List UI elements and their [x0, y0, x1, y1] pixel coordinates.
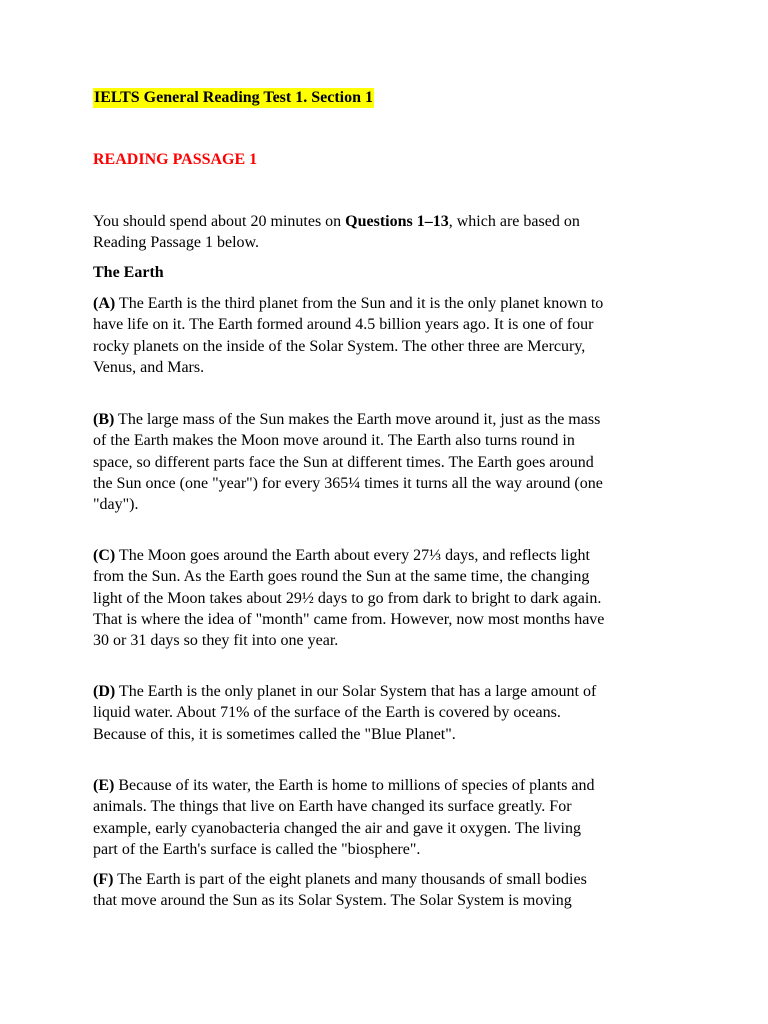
paragraph-line [93, 293, 683, 314]
paragraph-line: rocky planets on the inside of the Solar System. The other three are Mercury, [93, 337, 586, 355]
paragraph-line: space, so different parts face the Sun at different times. The Earth goes around [93, 453, 594, 471]
paragraph-line [93, 409, 683, 430]
paragraph-text: Because of its water, the Earth is home to millions of species of plants and [114, 777, 595, 794]
paragraph-letter: (C) [93, 547, 116, 564]
paragraph-line: light of the Moon takes about 29½ days to go from dark to bright to dark again. [93, 589, 602, 607]
paragraph-line: "day"). [93, 496, 139, 514]
test-title: IELTS General Reading Test 1. Section 1 [94, 89, 374, 106]
instructions-line-1 [93, 211, 683, 232]
paragraph-f [93, 869, 683, 912]
paragraph-letter: (D) [93, 683, 116, 700]
paragraph-line: Because of this, it is sometimes called the "Blue Planet". [93, 725, 456, 743]
paragraph-line: animals. The things that live on Earth have changed its surface greatly. For [93, 798, 572, 816]
paragraph-line: That is where the idea of "month" came from. However, now most months have [93, 610, 605, 628]
paragraph-letter: (A) [93, 295, 116, 312]
paragraph-line [93, 545, 683, 566]
instructions [93, 211, 683, 254]
paragraph-line: Venus, and Mars. [93, 358, 205, 376]
paragraph-line: liquid water. About 71% of the surface of the Earth is covered by oceans. [93, 704, 561, 722]
paragraph-text: The Earth is the only planet in our Solar System that has a large amount of [115, 683, 597, 700]
article-title: The Earth [93, 264, 164, 281]
paragraph-line: that move around the Sun as its Solar System. The Solar System is moving [93, 892, 572, 910]
paragraph-letter: (F) [93, 871, 114, 888]
paragraph-line: part of the Earth's surface is called the "biosphere". [93, 840, 421, 858]
paragraph-line: the Sun once (one "year") for every 365¼ times it turns all the way around (one [93, 474, 603, 492]
paragraph-line: have life on it. The Earth formed around 4.5 billion years ago. It is one of four [93, 316, 594, 334]
paragraph-line [93, 775, 683, 796]
paragraph-line [93, 681, 683, 702]
instructions-text-start: You should spend about 20 minutes on [93, 213, 346, 230]
paragraph-line: from the Sun. As the Earth goes round the Sun at the same time, the changing [93, 568, 590, 586]
paragraph-d [93, 681, 683, 745]
paragraph-c [93, 545, 683, 651]
paragraph-a [93, 293, 683, 378]
paragraph-line: example, early cyanobacteria changed the air and gave it oxygen. The living [93, 819, 581, 837]
paragraph-b [93, 409, 683, 515]
paragraph-letter: (B) [93, 411, 115, 428]
instructions-line-2: Reading Passage 1 below. [93, 234, 260, 252]
paragraph-e [93, 775, 683, 860]
questions-range: Questions 1–13 [345, 213, 449, 230]
paragraph-line [93, 869, 683, 890]
paragraph-text: The Earth is part of the eight planets and many thousands of small bodies [113, 871, 587, 888]
paragraph-line: 30 or 31 days so they fit into one year. [93, 632, 339, 650]
paragraph-text: The Moon goes around the Earth about every 27⅓ days, and reflects light [115, 547, 590, 564]
paragraph-line: of the Earth makes the Moon move around it. The Earth also turns round in [93, 432, 575, 450]
passage-heading: READING PASSAGE 1 [93, 151, 258, 168]
instructions-text-end: , which are based on [448, 213, 580, 230]
paragraph-text: The large mass of the Sun makes the Earth move around it, just as the mass [114, 411, 601, 428]
paragraph-text: The Earth is the third planet from the Sun and it is the only planet known to [115, 295, 604, 312]
paragraph-letter: (E) [93, 777, 115, 794]
